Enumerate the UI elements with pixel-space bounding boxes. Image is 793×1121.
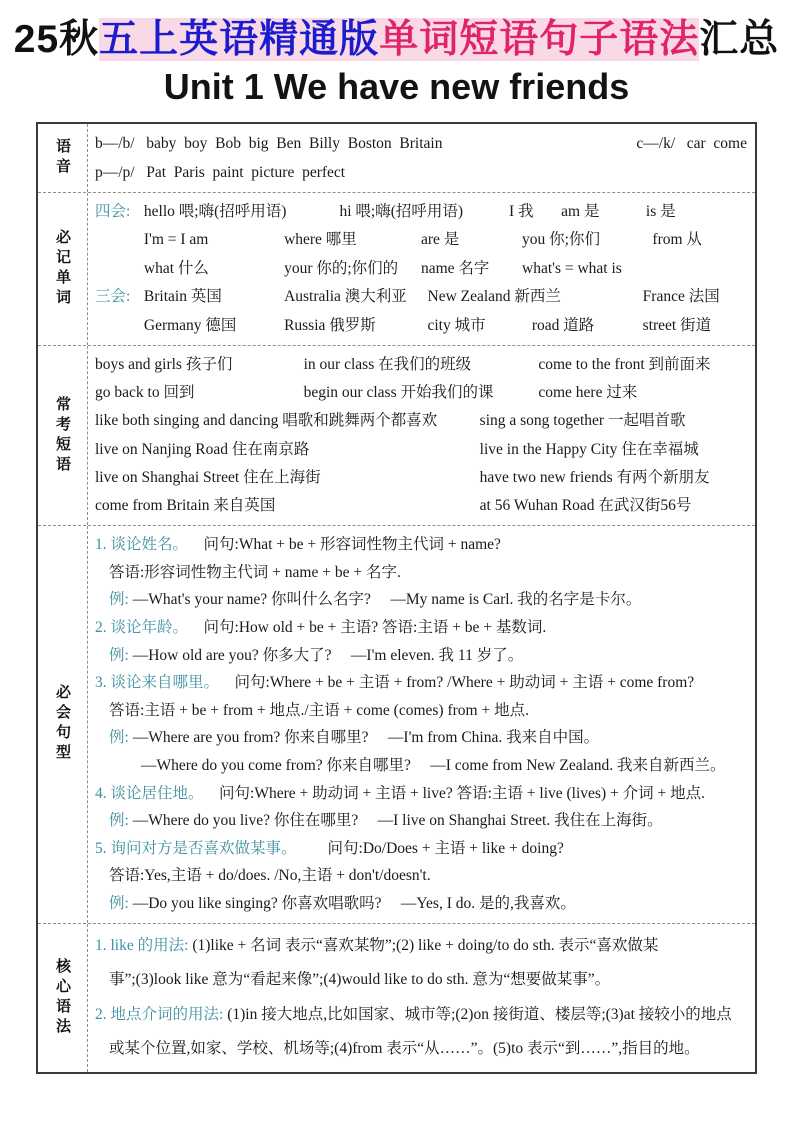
- accent-text: 3. 谈论来自哪里。: [95, 674, 220, 692]
- content-line: [95, 1032, 747, 1067]
- content-line: [95, 559, 747, 587]
- text-segment: what's = what is: [522, 259, 622, 277]
- title-part-term: 25秋: [13, 18, 100, 61]
- accent-text: 1. like 的用法:: [95, 936, 189, 954]
- text-segment: 问句:Where + be + 主语 + from? /Where + 助动词 + 主语 + come from?: [219, 674, 695, 692]
- text-segment: hello 喂;嗨(招呼用语): [143, 203, 287, 220]
- row-label-grammar: 核心语法: [38, 924, 88, 1072]
- text-segment: —What's your name? 你叫什么名字? —My name is Carl. 我的名字是卡尔。: [128, 591, 642, 609]
- text-segment: —How old are you? 你多大了? —I'm eleven. 我 11 岁了。: [128, 646, 524, 664]
- text-segment: —Where do you live? 你住在哪里? —I live on Shanghai Street. 我住在上海街。: [128, 812, 663, 830]
- unit-subtitle: Unit 1 We have new friends: [163, 66, 630, 107]
- text-segment: what 什么: [143, 259, 209, 277]
- text-segment: 答语:主语 + be + from + 地点./主语 + come (comes) from + 地点.: [109, 701, 529, 719]
- accent-text: 2. 地点介词的用法:: [95, 1005, 224, 1023]
- text-segment: c—/k/ car come: [636, 135, 747, 152]
- row-label-patterns: 必会句型: [38, 526, 88, 922]
- row-content-phrases: [88, 346, 755, 525]
- text-segment: Australia 澳大利亚: [284, 288, 407, 306]
- content-line: [95, 963, 747, 998]
- content-line: [95, 697, 747, 725]
- content-line: [95, 379, 747, 407]
- text-segment: Russia 俄罗斯: [284, 316, 376, 334]
- text-segment: 答语:形容词性物主代词 + name + be + 名字.: [109, 563, 401, 581]
- content-line: [95, 752, 747, 780]
- text-segment: from 从: [652, 231, 702, 249]
- title-part-summary: 汇总: [699, 18, 780, 61]
- text-segment: live on Shanghai Street 住在上海街: [95, 468, 321, 486]
- text-segment: boys and girls 孩子们: [95, 356, 233, 374]
- text-segment: New Zealand 新西兰: [427, 288, 561, 306]
- text-segment: am 是: [561, 203, 600, 220]
- text-segment: 问句:Where + 助动词 + 主语 + live? 答语:主语 + live (lives) + 介词 + 地点.: [203, 784, 705, 802]
- content-line: [95, 407, 747, 435]
- text-segment: hi 喂;嗨(招呼用语): [339, 203, 464, 220]
- accent-text: 例:: [109, 894, 129, 912]
- accent-text: 三会:: [95, 288, 131, 306]
- content-line: [95, 669, 747, 697]
- text-segment: sing a song together 一起唱首歌: [479, 412, 686, 430]
- content-line: [95, 586, 747, 614]
- content-line: [95, 862, 747, 890]
- content-line: [95, 436, 747, 464]
- text-segment: b—/b/ baby boy Bob big Ben Billy Boston Britain: [95, 135, 443, 152]
- table-row-phonics: [38, 124, 755, 192]
- content-line: [95, 807, 747, 835]
- text-segment: 事”;(3)look like 意为“看起来像”;(4)would like to do sth. 意为“想要做某事”。: [109, 971, 611, 989]
- text-segment: at 56 Wuhan Road 在武汉街56号: [479, 497, 692, 515]
- accent-text: 4. 谈论居住地。: [95, 784, 204, 802]
- text-segment: begin our class 开始我们的课: [303, 384, 494, 402]
- text-segment: —Where do you come from? 你来自哪里? —I come from New Zealand. 我来自新西兰。: [141, 757, 726, 774]
- text-segment: I 我: [509, 203, 534, 220]
- content-line: [95, 312, 747, 340]
- text-segment: come to the front 到前面来: [538, 356, 711, 374]
- text-segment: come from Britain 来自英国: [95, 497, 276, 515]
- content-line: [95, 198, 747, 226]
- content-line: [95, 255, 747, 283]
- content-line: [95, 129, 747, 158]
- text-segment: I'm = I am: [143, 231, 209, 249]
- text-segment: 问句:How old + be + 主语? 答语:主语 + be + 基数词.: [188, 619, 547, 637]
- accent-text: 四会:: [95, 203, 131, 220]
- content-line: [95, 998, 747, 1033]
- content-line: [95, 226, 747, 254]
- table-row-grammar: [38, 923, 755, 1072]
- content-line: [95, 531, 747, 559]
- text-segment: 问句:What + be + 形容词性物主代词 + name?: [188, 536, 501, 554]
- row-content-patterns: [88, 526, 755, 922]
- text-segment: —Do you like singing? 你喜欢唱歌吗? —Yes, I do. 是的,我喜欢。: [128, 894, 576, 912]
- accent-text: 例:: [109, 812, 129, 830]
- text-segment: like both singing and dancing 唱歌和跳舞两个都喜欢: [95, 412, 438, 430]
- content-line: [95, 158, 747, 187]
- text-segment: 问句:Do/Does + 主语 + like + doing?: [296, 839, 564, 857]
- text-segment: 或某个位置,如家、学校、机场等;(4)from 表示“从……”。(5)to 表示“到……”,指目的地。: [109, 1040, 700, 1058]
- text-segment: where 哪里: [284, 231, 357, 249]
- content-line: [95, 724, 747, 752]
- title-part-edition: 五上英语精通版: [99, 18, 380, 61]
- content-line: [95, 492, 747, 520]
- content-line: [95, 283, 747, 311]
- content-line: [95, 464, 747, 492]
- summary-table: [36, 122, 757, 1074]
- content-line: [95, 780, 747, 808]
- text-segment: p—/p/ Pat Paris paint picture perfect: [95, 164, 346, 181]
- accent-text: 1. 谈论姓名。: [95, 536, 189, 554]
- text-segment: your 你的;你们的: [284, 259, 399, 277]
- text-segment: —Where are you from? 你来自哪里? —I'm from China. 我来自中国。: [128, 729, 600, 747]
- page-header: [0, 0, 793, 110]
- row-label-phrases: 常考短语: [38, 346, 88, 525]
- row-content-grammar: [88, 924, 755, 1072]
- row-content-words: [88, 193, 755, 345]
- accent-text: 例:: [109, 591, 129, 609]
- accent-text: 2. 谈论年龄。: [95, 619, 189, 637]
- row-label-words: 必记单词: [38, 193, 88, 345]
- text-segment: (1)like + 名词 表示“喜欢某物”;(2) like + doing/to do sth. 表示“喜欢做某: [188, 936, 659, 954]
- text-segment: have two new friends 有两个新朋友: [479, 468, 710, 486]
- text-segment: France 法国: [642, 288, 720, 306]
- text-segment: (1)in 接大地点,比如国家、城市等;(2)on 接街道、楼层等;(3)at 接较小的地点: [223, 1005, 732, 1023]
- text-segment: Germany 德国: [143, 316, 237, 334]
- text-segment: road 道路: [531, 316, 595, 334]
- table-row-patterns: [38, 525, 755, 922]
- text-segment: in our class 在我们的班级: [303, 356, 472, 374]
- page-title: [0, 16, 793, 64]
- title-part-topics: 单词短语句子语法: [379, 18, 700, 61]
- text-segment: you 你;你们: [522, 231, 600, 249]
- text-segment: go back to 回到: [95, 384, 195, 402]
- text-segment: Britain 英国: [143, 288, 222, 306]
- table-row-phrases: [38, 345, 755, 525]
- accent-text: 例:: [109, 729, 129, 747]
- text-segment: street 街道: [642, 316, 712, 334]
- content-line: [95, 890, 747, 918]
- table-row-words: [38, 192, 755, 345]
- content-line: [95, 642, 747, 670]
- text-segment: are 是: [420, 231, 460, 249]
- row-label-phonics: 语音: [38, 124, 88, 192]
- text-segment: city 城市: [427, 316, 486, 334]
- content-line: [95, 614, 747, 642]
- text-segment: 答语:Yes,主语 + do/does. /No,主语 + don't/doesn't.: [109, 867, 431, 885]
- accent-text: 例:: [109, 646, 129, 664]
- text-segment: name 名字: [420, 259, 490, 277]
- accent-text: 5. 询问对方是否喜欢做某事。: [95, 839, 297, 857]
- text-segment: is 是: [645, 203, 676, 220]
- text-segment: come here 过来: [538, 384, 638, 402]
- content-line: [95, 351, 747, 379]
- content-line: [95, 929, 747, 964]
- content-line: [95, 835, 747, 863]
- row-content-phonics: [88, 124, 755, 192]
- text-segment: live in the Happy City 住在幸福城: [479, 440, 699, 458]
- text-segment: live on Nanjing Road 住在南京路: [95, 440, 310, 458]
